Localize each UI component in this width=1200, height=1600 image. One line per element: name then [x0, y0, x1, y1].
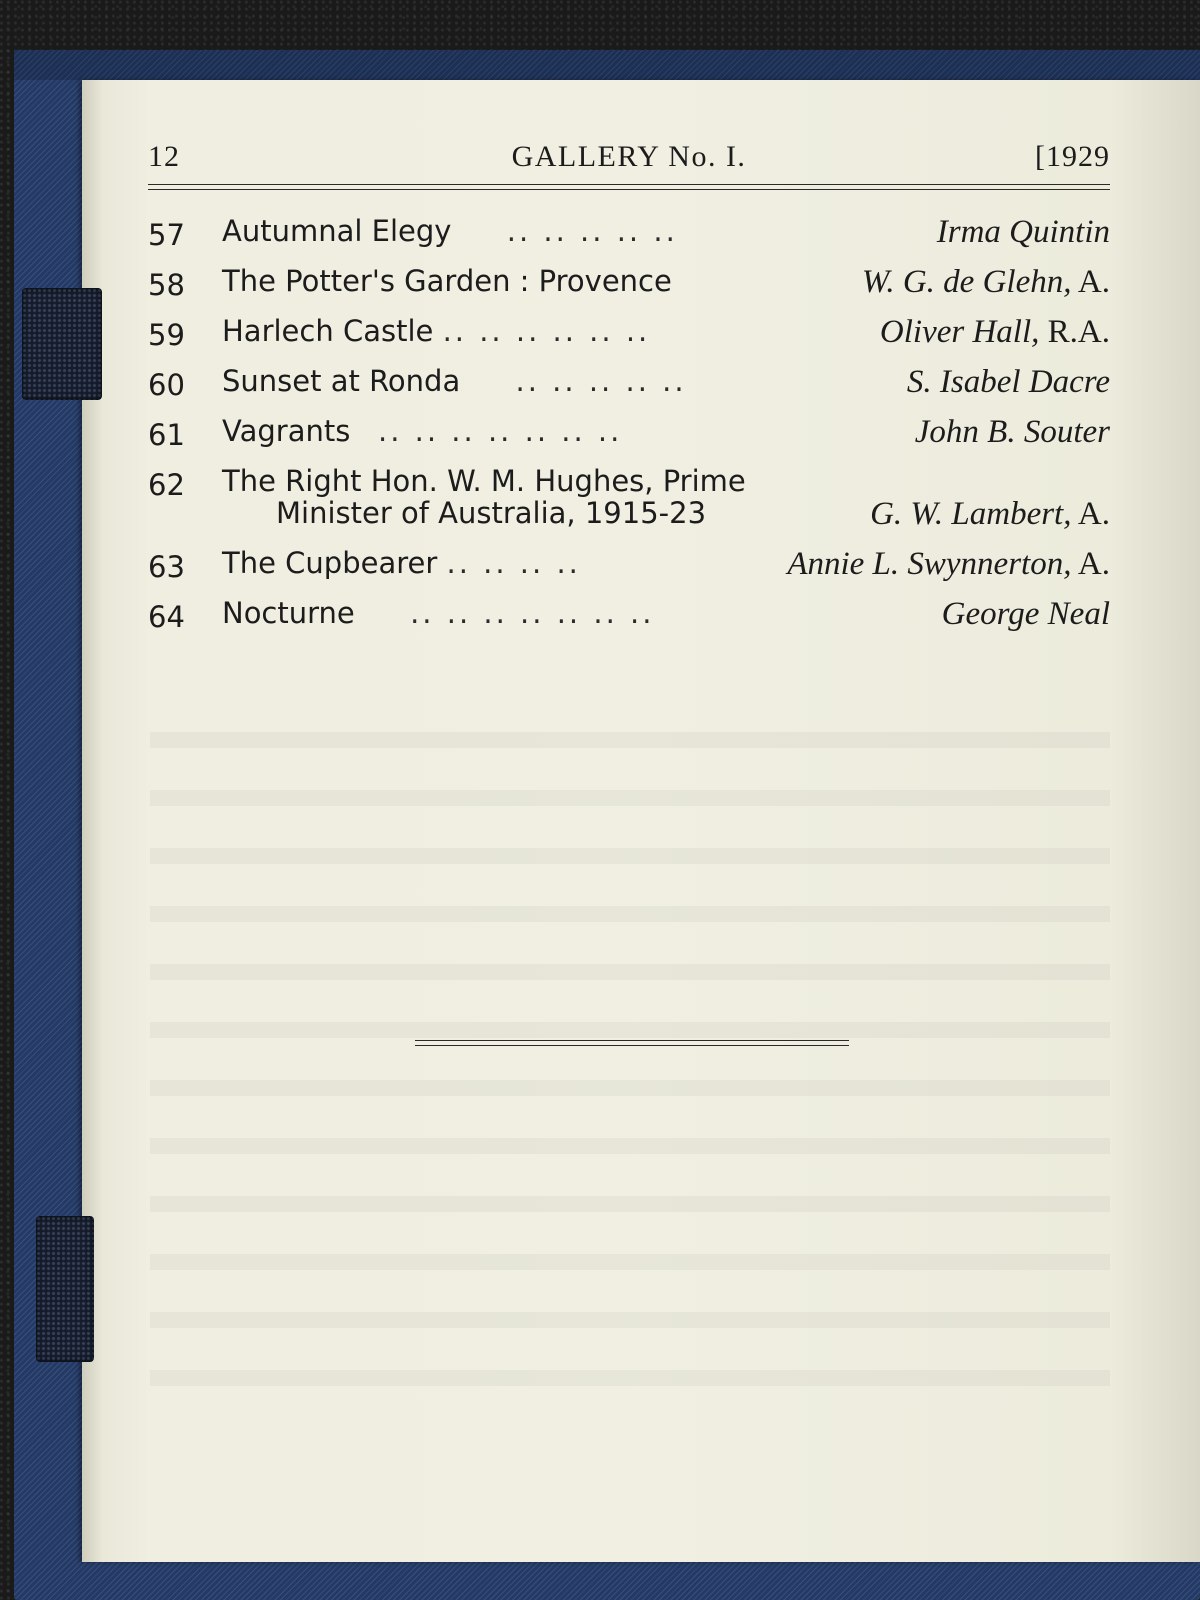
entry-title: Sunset at Ronda .. .. .. .. ..: [222, 364, 687, 398]
entry-number: 61: [148, 418, 185, 452]
section-end-rule: [415, 1040, 849, 1046]
entry-title: The Right Hon. W. M. Hughes, Prime: [222, 464, 746, 498]
entry-number: 64: [148, 600, 185, 634]
entry-artist: S. Isabel Dacre: [906, 364, 1110, 400]
entry-title: The Potter's Garden : Provence: [222, 264, 672, 298]
entry-artist: John B. Souter: [914, 414, 1110, 450]
catalogue-entry: [148, 212, 1110, 262]
entry-number: 63: [148, 550, 185, 584]
entry-title: Harlech Castle .. .. .. .. .. ..: [222, 314, 651, 348]
cover-top-edge: [14, 50, 1200, 80]
page-content: [148, 130, 1110, 644]
entry-title-continued: Minister of Australia, 1915-23: [276, 496, 707, 530]
entry-artist: G. W. Lambert, A.: [870, 496, 1110, 532]
dot-leader: .. .. .. .. .. .. ..: [377, 414, 623, 448]
dot-leader: .. .. .. .. ..: [515, 364, 687, 398]
year-label: [1929: [1035, 140, 1110, 173]
entry-artist: George Neal: [941, 596, 1110, 632]
entry-number: 62: [148, 468, 185, 502]
catalogue-entry: [148, 312, 1110, 362]
entry-title: The Cupbearer .. .. .. ..: [222, 546, 581, 580]
binding-clasp-top: [22, 288, 102, 400]
entry-title: Autumnal Elegy .. .. .. .. ..: [222, 214, 678, 248]
entry-artist: Irma Quintin: [936, 214, 1110, 250]
catalogue-entry: [148, 412, 1110, 462]
dot-leader: .. .. .. .. .. ..: [442, 314, 651, 348]
binding-clasp-bottom: [36, 1216, 94, 1362]
dot-leader: .. .. .. ..: [446, 546, 581, 580]
entry-number: 60: [148, 368, 185, 402]
catalogue-entry: [148, 544, 1110, 594]
catalogue-entries: [148, 212, 1110, 644]
entry-number: 59: [148, 318, 185, 352]
catalogue-entry: [148, 594, 1110, 644]
catalogue-entry: [148, 262, 1110, 312]
page-number: 12: [148, 140, 180, 173]
page-header: [148, 130, 1110, 182]
entry-number: 57: [148, 218, 185, 252]
entry-artist: Oliver Hall, R.A.: [879, 314, 1110, 350]
dot-leader: .. .. .. .. ..: [506, 214, 678, 248]
entry-artist: W. G. de Glehn, A.: [861, 264, 1110, 300]
running-title: GALLERY No. I.: [511, 140, 747, 173]
entry-artist: Annie L. Swynnerton, A.: [787, 546, 1110, 582]
entry-title: Nocturne .. .. .. .. .. .. ..: [222, 596, 655, 630]
catalogue-entry: [148, 362, 1110, 412]
catalogue-entry: [148, 462, 1110, 544]
dot-leader: .. .. .. .. .. .. ..: [410, 596, 655, 630]
entry-number: 58: [148, 268, 185, 302]
entry-title: Vagrants .. .. .. .. .. .. ..: [222, 414, 623, 448]
header-rule: [148, 184, 1110, 190]
